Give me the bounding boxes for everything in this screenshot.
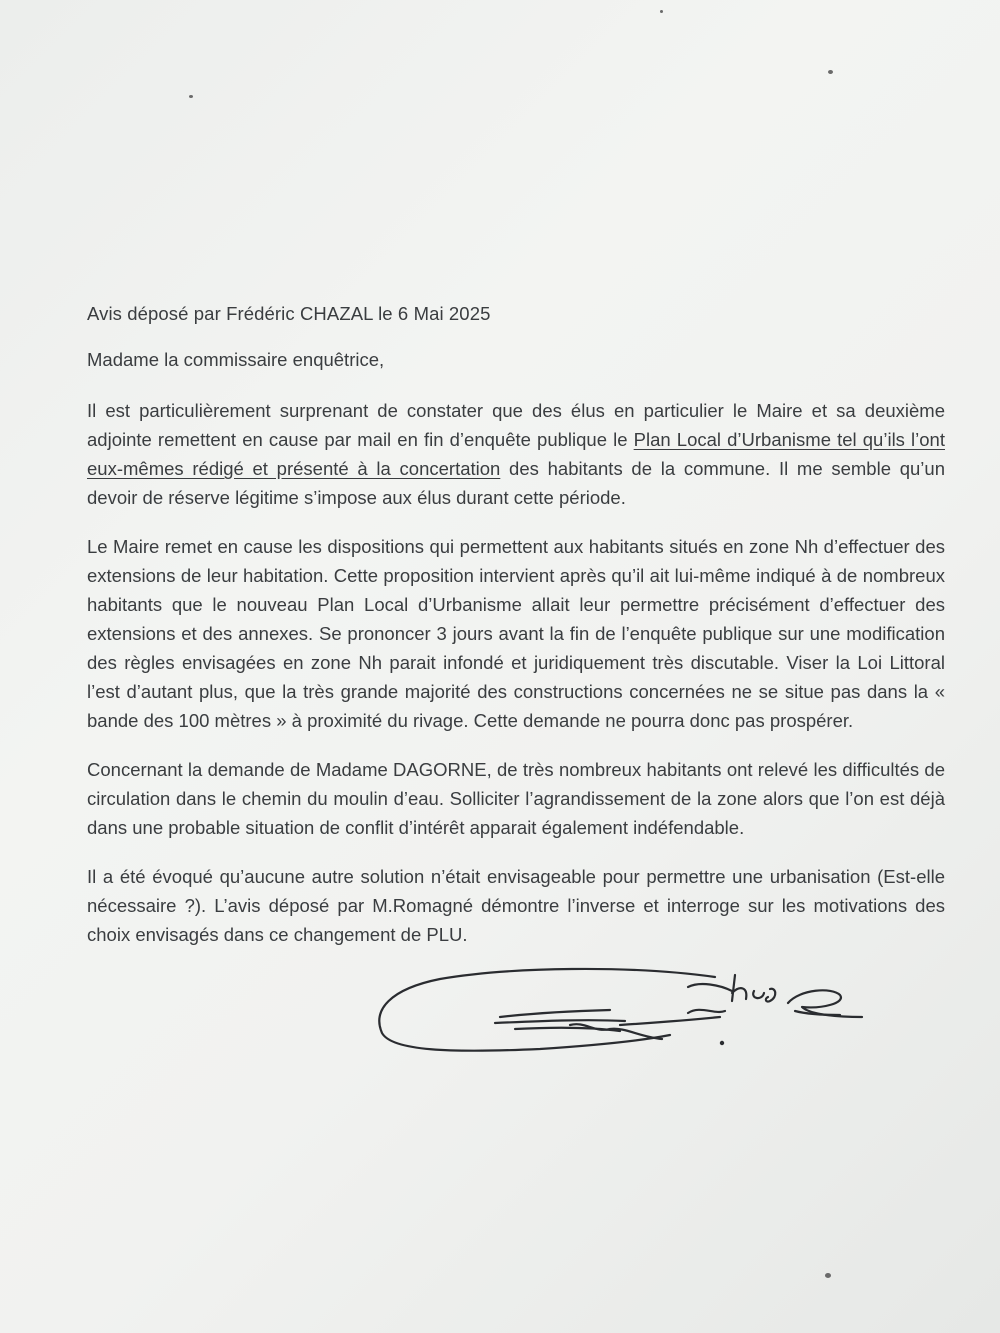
paper-speck: [825, 1273, 831, 1278]
paragraph-1-start: Il est particulièrement surprenant de constater que des élus en particulier le Maire et sa deuxième adjointe remettent en cause par mail en fin d’enquête publique le: [87, 400, 945, 450]
letter-heading: Avis déposé par Frédéric CHAZAL le 6 Mai 2025: [87, 303, 491, 324]
paragraph-1: [87, 396, 945, 512]
letter-body: [87, 300, 945, 969]
handwritten-signature-icon: [370, 965, 880, 1065]
paper-speck: [660, 10, 663, 13]
letter-salutation: Madame la commissaire enquêtrice,: [87, 349, 385, 370]
underlined-phrase: Plan Local d’Urbanisme tel qu’ils l’ont eux-mêmes rédigé et présenté à la concertation: [87, 429, 945, 479]
paper-speck: [828, 70, 833, 74]
paragraph-3: Concernant la demande de Madame DAGORNE, de très nombreux habitants ont relevé les difficultés de circulation dans le chemin du moulin d’eau. Solliciter l’agrandissement de la zone alors que l’on est déjà dans une probable situation de conflit d’intérêt apparait également indéfendable.: [87, 759, 945, 838]
paragraph-4: Il a été évoqué qu’aucune autre solution n’était envisageable pour permettre une urbanisation (Est-elle nécessaire ?). L’avis déposé par M.Romagné démontre l’inverse et interroge sur les motivations des choix envisagés dans ce changement de PLU.: [87, 866, 945, 945]
paragraph-1-end: des habitants de la commune. Il me semble qu’un devoir de réserve légitime s’impose aux élus durant cette période.: [87, 458, 945, 508]
paper-speck: [189, 95, 193, 98]
paragraph-2: Le Maire remet en cause les dispositions qui permettent aux habitants situés en zone Nh d’effectuer des extensions de leur habitation. Cette proposition intervient après qu’il ait lui-même indiqué à de nombreux habitants que le nouveau Plan Local d’Urbanisme allait leur permettre précisément d’effectuer des extensions et des annexes. Se prononcer 3 jours avant la fin de l’enquête publique sur une modification des règles envisagées en zone Nh parait infondé et juridiquement très discutable. Viser la Loi Littoral l’est d’autant plus, que la très grande majorité des constructions concernées ne se situe pas dans la « bande des 100 mètres » à proximité du rivage. Cette demande ne pourra donc pas prospérer.: [87, 536, 945, 731]
